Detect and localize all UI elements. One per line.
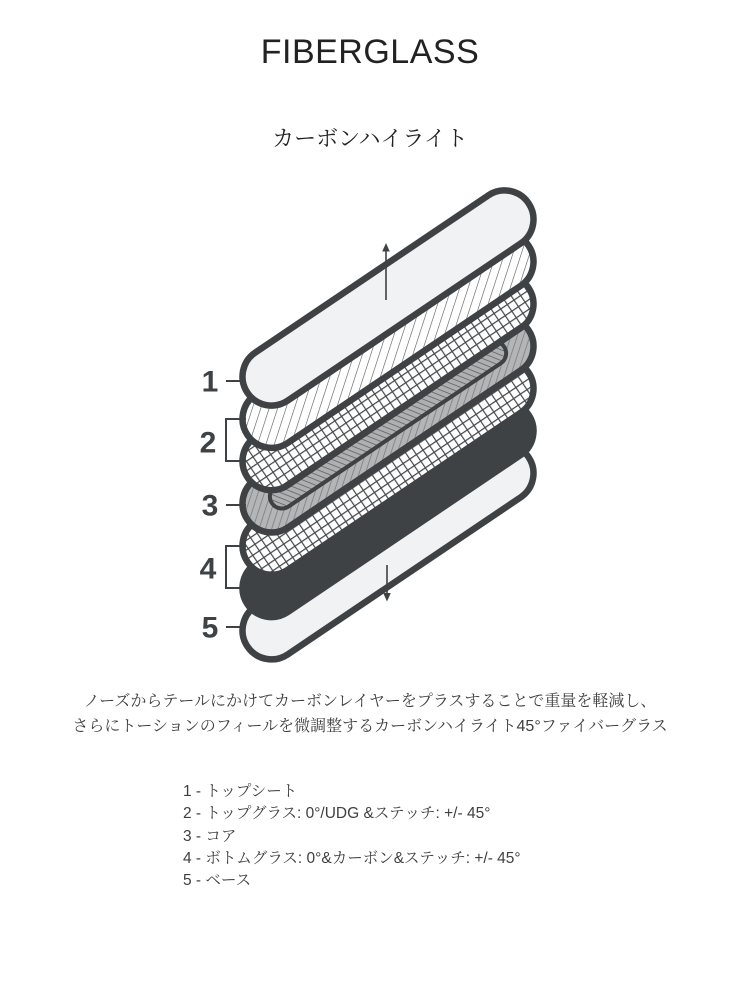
page-title: FIBERGLASS — [260, 33, 480, 71]
layer-label-2: 2 — [199, 426, 217, 460]
description-line-1: ノーズからテールにかけてカーボンレイヤーをプラスすることで重量を軽減し、 — [83, 693, 657, 710]
layer-legend — [183, 781, 521, 892]
description-text — [0, 690, 740, 739]
layer-label-1: 1 — [201, 365, 219, 399]
layer-label-4: 4 — [199, 552, 217, 586]
description-line-2: さらにトーションのフィールを微調整するカーボンハイライト45°ファイバーグラス — [72, 717, 668, 735]
legend-item-3: 3 - コア — [183, 827, 237, 845]
layer-label-3: 3 — [201, 489, 219, 523]
legend-item-1: 1 - トップシート — [183, 783, 298, 800]
page-subtitle: カーボンハイライト — [272, 126, 468, 151]
legend-item-5: 5 - ベース — [183, 872, 252, 890]
board-layer-diagram — [170, 160, 570, 680]
legend-item-2: 2 - トップグラス: 0°/UDG &ステッチ: +/- 45° — [183, 805, 491, 823]
board-layer-diagram-svg — [170, 160, 570, 680]
legend-item-4: 4 - ボトムグラス: 0°&カーボン&ステッチ: +/- 45° — [183, 849, 521, 867]
layer-label-5: 5 — [201, 611, 219, 645]
